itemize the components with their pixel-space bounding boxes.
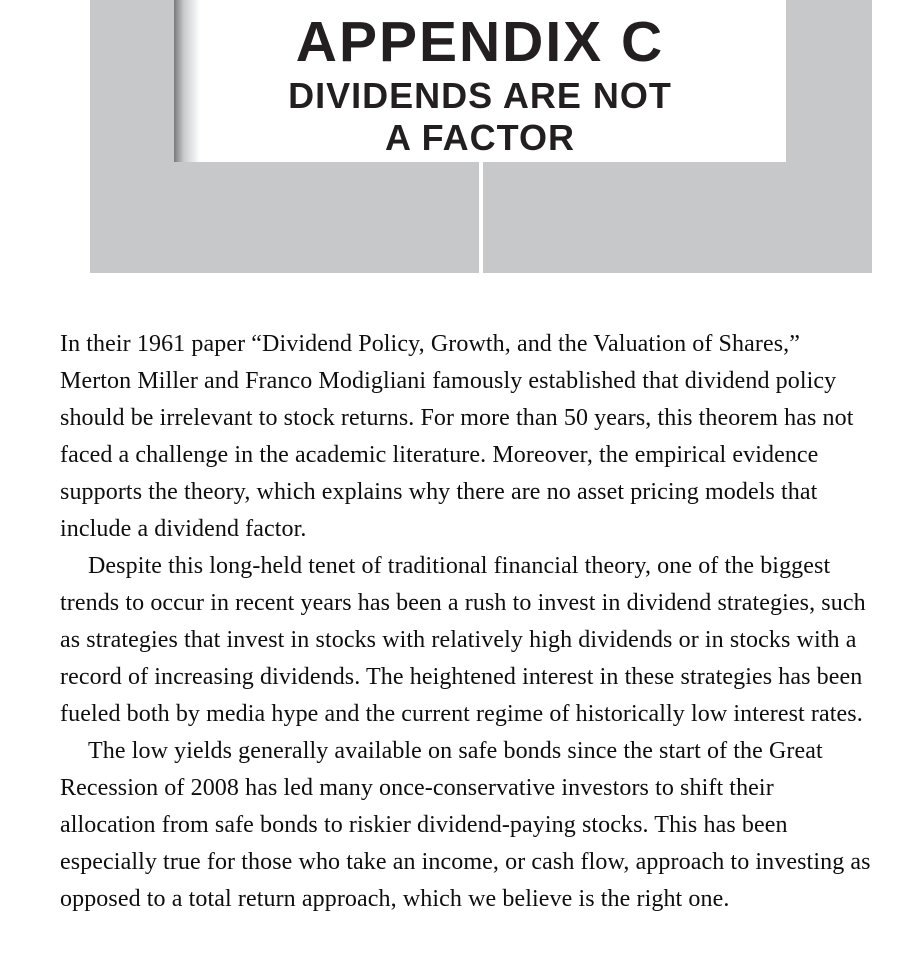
text-line: opposed to a total return approach, which we believe is the right one.: [60, 886, 730, 912]
paragraph: [60, 733, 917, 918]
text-line: allocation from safe bonds to riskier dividend-paying stocks. This has been: [60, 812, 788, 838]
text-line: Merton Miller and Franco Modigliani famously established that dividend policy: [60, 368, 837, 394]
text-line: record of increasing dividends. The heightened interest in these strategies has been: [60, 664, 863, 690]
vertical-divider-line: [479, 162, 483, 273]
text-line: should be irrelevant to stock returns. For more than 50 years, this theorem has not: [60, 405, 854, 431]
title-box: [174, 0, 786, 162]
text-line: In their 1961 paper “Dividend Policy, Growth, and the Valuation of Shares,”: [60, 331, 800, 357]
header-gray-block: [90, 0, 872, 273]
text-line: as strategies that invest in stocks with relatively high dividends or in stocks with a: [60, 627, 857, 653]
paragraph: [60, 326, 917, 548]
text-line: fueled both by media hype and the current regime of historically low interest rates.: [60, 701, 863, 727]
body-text: [60, 326, 917, 918]
appendix-title: APPENDIX C: [295, 10, 665, 74]
text-line: Despite this long-held tenet of traditional financial theory, one of the biggest: [88, 553, 831, 579]
text-line: faced a challenge in the academic literature. Moreover, the empirical evidence: [60, 442, 819, 468]
paragraph: [60, 548, 917, 733]
text-line: supports the theory, which explains why there are no asset pricing models that: [60, 479, 818, 505]
text-line: The low yields generally available on safe bonds since the start of the Great: [88, 738, 823, 764]
text-line: Recession of 2008 has led many once-conservative investors to shift their: [60, 775, 774, 801]
text-line: especially true for those who take an income, or cash flow, approach to investing as: [60, 849, 871, 875]
appendix-subtitle: [174, 75, 786, 159]
text-line: include a dividend factor.: [60, 516, 307, 542]
subtitle-line-1: DIVIDENDS ARE NOT: [288, 75, 672, 116]
subtitle-line-2: A FACTOR: [384, 117, 575, 158]
text-line: trends to occur in recent years has been a rush to invest in dividend strategies, such: [60, 590, 866, 616]
